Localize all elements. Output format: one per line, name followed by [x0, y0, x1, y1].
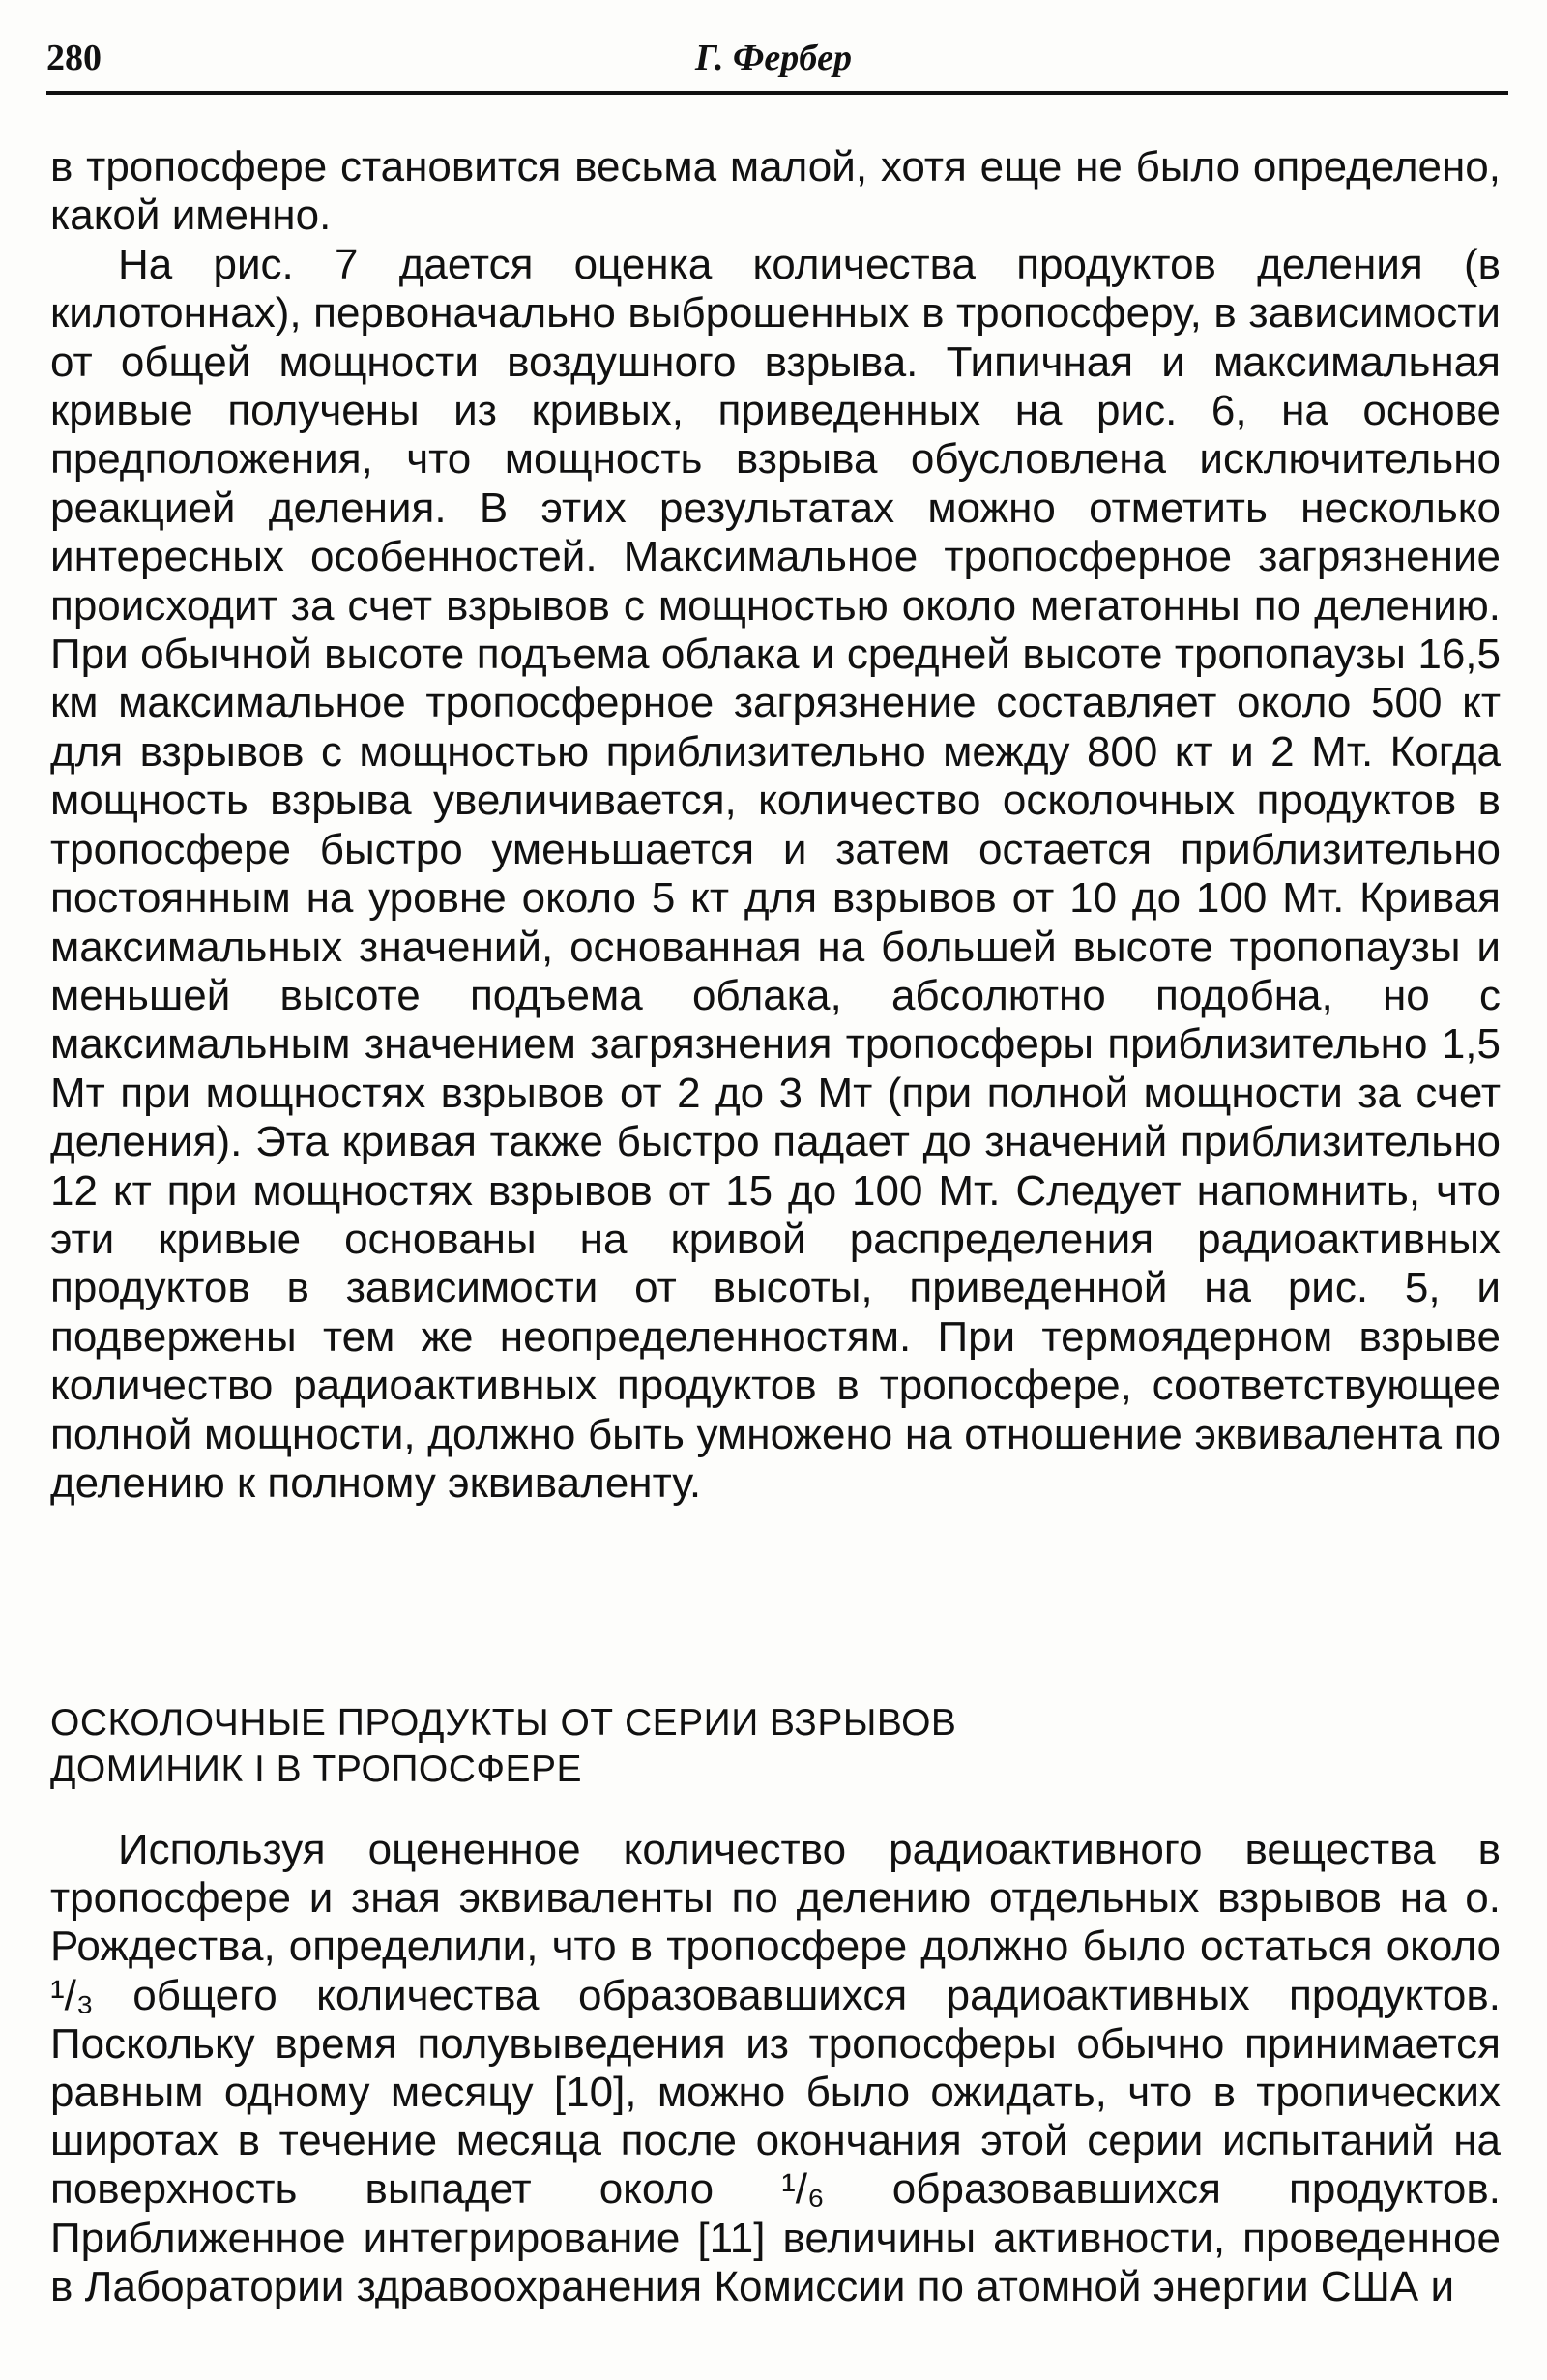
header-rule — [46, 91, 1508, 95]
section-heading-line-2: ДОМИНИК I В ТРОПОСФЕРЕ — [50, 1748, 583, 1790]
paragraph-continuation: в тропосфере становится весьма малой, хотя еще не было определено, какой именно. — [50, 143, 1501, 240]
running-title: Г. Фербер — [694, 38, 853, 78]
section-heading — [50, 1700, 1501, 1793]
body-text — [50, 143, 1501, 1508]
section-heading-line-1: ОСКОЛОЧНЫЕ ПРОДУКТЫ ОТ СЕРИИ ВЗРЫВОВ — [50, 1702, 957, 1744]
section-paragraph: Используя оцененное количество радиоактивного вещества в тропосфере и зная эквиваленты по делению отдельных взрывов на о. Рождества, определили, что в тропосфере должно было остаться около ¹/₃ общего количества образовавшихся радиоактивных продуктов. Поскольку время полувыведения из тропосферы обычно принимается равным одному месяцу [10], можно было ожидать, что в тропических широтах в течение месяца после окончания этой серии испытаний на поверхность выпадет около ¹/₆ образовавшихся продуктов. Приближенное интегрирование [11] величины активности, проведенное в Лаборатории здравоохранения Комиссии по атомной энергии США и — [50, 1826, 1501, 2310]
section-body — [50, 1826, 1501, 2311]
page-number: 280 — [46, 38, 102, 78]
page-header — [46, 29, 1501, 91]
paragraph-fig7: На рис. 7 дается оценка количества продуктов деления (в килотоннах), первоначально выброшенных в тропосферу, в зависимости от общей мощности воздушного взрыва. Типичная и максимальная кривые получены из кривых, приведенных на рис. 6, на основе предположения, что мощность взрыва обусловлена исключительно реакцией деления. В этих результатах можно отметить несколько интересных особенностей. Максимальное тропосферное загрязнение происходит за счет взрывов с мощностью около мегатонны по делению. При обычной высоте подъема облака и средней высоте тропопаузы 16,5 км максимальное тропосферное загрязнение составляет около 500 кт для взрывов с мощностью приблизительно между 800 кт и 2 Мт. Когда мощность взрыва увеличивается, количество осколочных продуктов в тропосфере быстро уменьшается и затем остается приблизительно постоянным на уровне около 5 кт для взрывов от 10 до 100 Мт. Кривая максимальных значений, основанная на большей высоте тропопаузы и меньшей высоте подъема облака, абсолютно подобна, но с максимальным значением загрязнения тропосферы приблизительно 1,5 Мт при мощностях взрывов от 2 до 3 Мт (при полной мощности за счет деления). Эта кривая также быстро падает до значений приблизительно 12 кт при мощностях взрывов от 15 до 100 Мт. Следует напомнить, что эти кривые основаны на кривой распределения радиоактивных продуктов в зависимости от высоты, приведенной на рис. 5, и подвержены тем же неопределенностям. При термоядерном взрыве количество радиоактивных продуктов в тропосфере, соответствующее полной мощности, должно быть умножено на отношение эквивалента по делению к полному эквиваленту. — [50, 240, 1501, 1507]
